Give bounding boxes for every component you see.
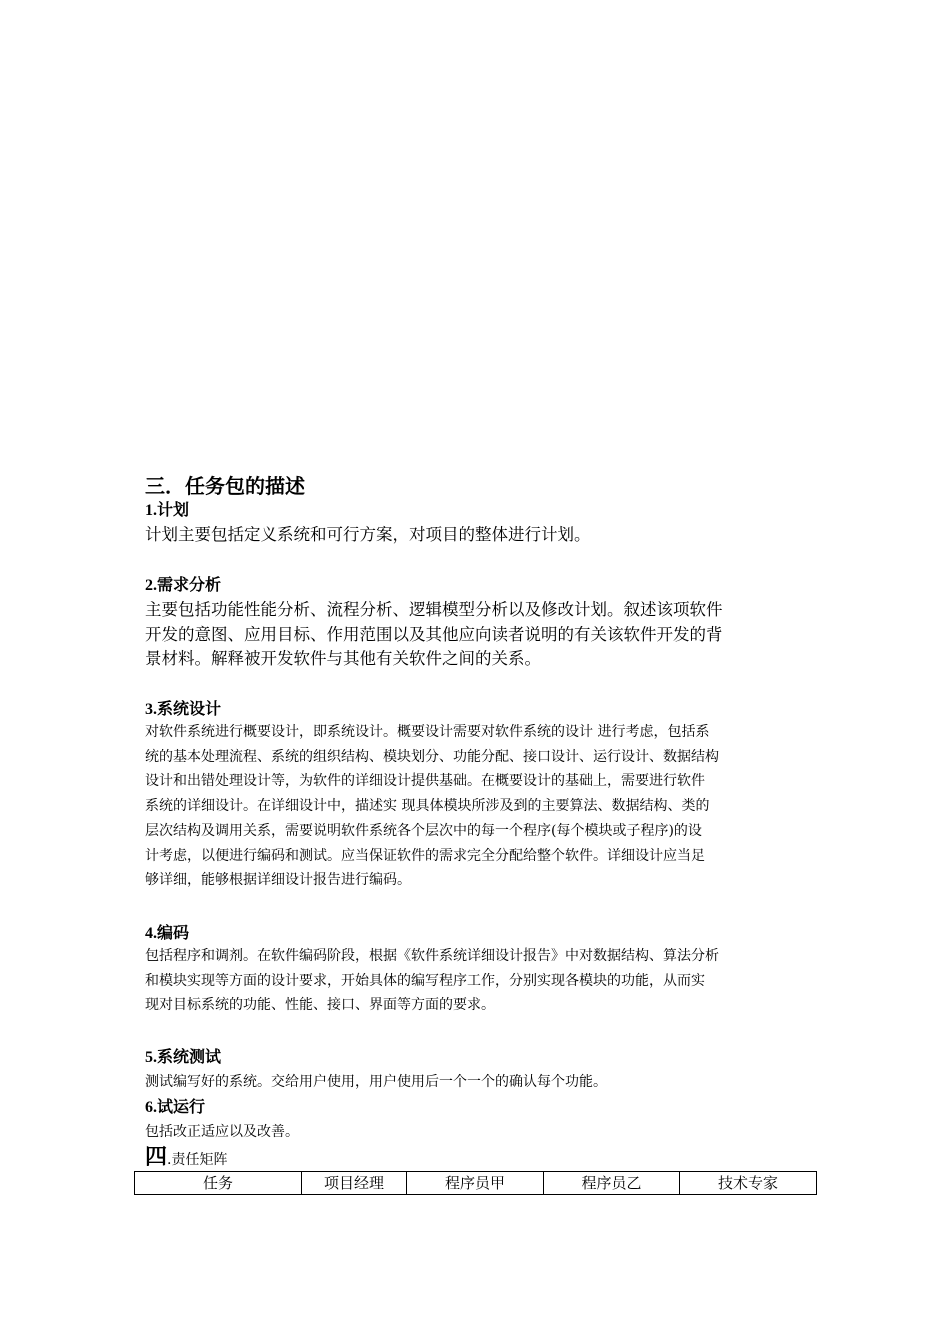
responsibility-heading: [145, 1143, 227, 1174]
section-heading-system-design: [145, 699, 221, 720]
chapter-title: 三．任务包的描述: [145, 474, 305, 498]
column-header-project-manager: 项目经理: [302, 1172, 407, 1195]
body-line: 景材料。解释被开发软件与其他有关软件之间的关系。: [145, 649, 541, 668]
body-line: 现对目标系统的功能、性能、接口、界面等方面的要求。: [145, 997, 495, 1014]
responsibility-heading-label: .责任矩阵: [167, 1152, 228, 1168]
section-heading-trial-run: [145, 1097, 205, 1118]
body-line: 层次结构及调用关系，需要说明软件系统各个层次中的每一个程序(每个模块或子程序)的设: [145, 822, 702, 839]
body-line: 系统的详细设计。在详细设计中，描述实 现具体模块所涉及到的主要算法、数据结构、类的: [145, 798, 710, 815]
body-line: 包括改正适应以及改善。: [145, 1124, 299, 1140]
section-heading-coding: [145, 923, 189, 944]
section-heading-requirements: [145, 575, 221, 596]
body-line: 对软件系统进行概要设计，即系统设计。概要设计需要对软件系统的设计 进行考虑，包括系: [145, 724, 710, 740]
section-title: 需求分析: [157, 575, 222, 594]
section-title: 系统测试: [157, 1047, 222, 1066]
body-line: 主要包括功能性能分析、流程分析、逻辑模型分析以及修改计划。叙述该项软件: [145, 600, 723, 619]
section-title: 试运行: [157, 1097, 206, 1116]
body-line: 开发的意图、应用目标、作用范围以及其他应向读者说明的有关该软件开发的背: [145, 624, 723, 644]
column-header-programmer-a: 程序员甲: [407, 1172, 544, 1195]
section-number: 5.: [145, 1049, 157, 1066]
section-body-system-design: [145, 720, 810, 893]
body-line: 和模块实现等方面的设计要求，开始具体的编写程序工作，分别实现各模块的功能，从而实: [145, 972, 705, 989]
section-number: 6.: [145, 1099, 157, 1116]
table-header-row: [135, 1172, 817, 1195]
section-heading-system-test: [145, 1047, 221, 1068]
body-line: 计考虑，以便进行编码和测试。应当保证软件的需求完全分配给整个软件。详细设计应当足: [145, 847, 705, 864]
section-body-plan: [145, 523, 815, 548]
body-line: 统的基本处理流程、系统的组织结构、模块划分、功能分配、接口设计、运行设计、数据结构: [145, 748, 719, 765]
column-header-programmer-b: 程序员乙: [544, 1172, 680, 1195]
section-body-coding: [145, 944, 810, 1018]
section-body-system-test: [145, 1070, 810, 1095]
section-number: 4.: [145, 925, 157, 942]
section-body-trial-run: [145, 1120, 810, 1145]
section-body-requirements: [145, 598, 815, 672]
section-number: 2.: [145, 577, 157, 594]
section-title: 编码: [157, 923, 190, 942]
section-heading-plan: [145, 500, 189, 521]
column-header-technical-expert: 技术专家: [680, 1172, 817, 1195]
responsibility-matrix-table: [134, 1171, 817, 1195]
body-line: 够详细，能够根据详细设计报告进行编码。: [145, 872, 411, 889]
body-line: 包括程序和调剂。在软件编码阶段，根据《软件系统详细设计报告》中对数据结构、算法分析: [145, 948, 719, 964]
body-line: 计划主要包括定义系统和可行方案，对项目的整体进行计划。: [145, 525, 591, 544]
section-number: 3.: [145, 701, 157, 718]
body-line: 设计和出错处理设计等，为软件的详细设计提供基础。在概要设计的基础上，需要进行软件: [145, 773, 705, 790]
section-title: 系统设计: [157, 699, 222, 718]
column-header-task: 任务: [135, 1172, 302, 1195]
section-title: 计划: [157, 500, 190, 519]
section-number: 1.: [145, 502, 157, 519]
responsibility-heading-numeral: 四: [145, 1144, 168, 1170]
body-line: 测试编写好的系统。交给用户使用，用户使用后一个一个的确认每个功能。: [145, 1074, 607, 1090]
